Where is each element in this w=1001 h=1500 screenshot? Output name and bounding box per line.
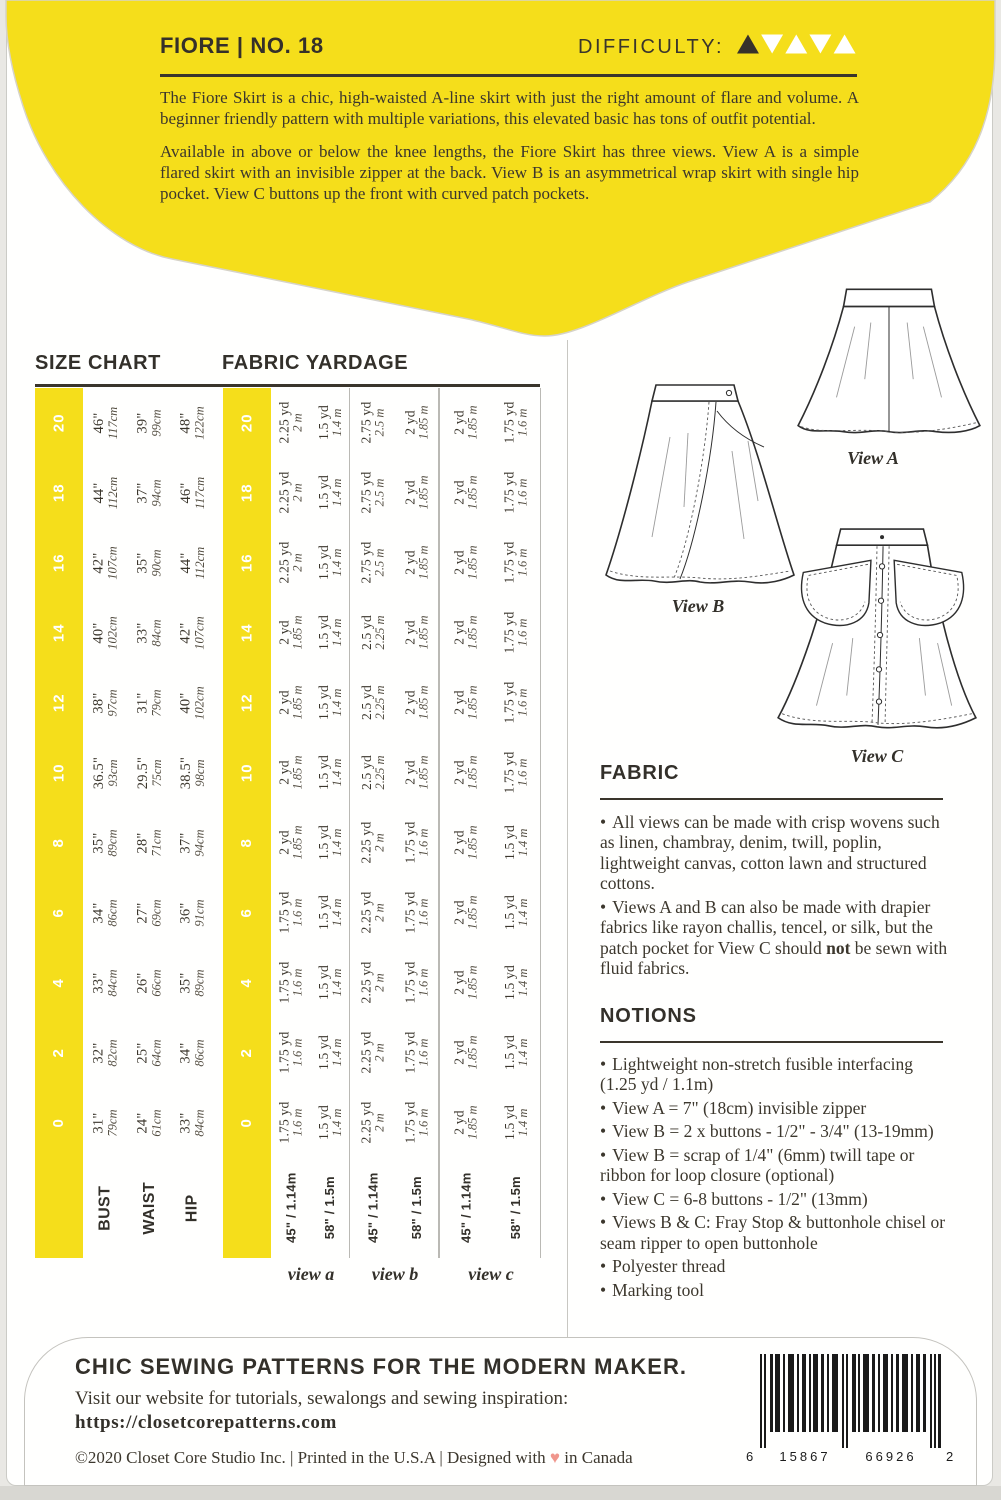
size-chart-title: SIZE CHART [35, 352, 161, 374]
chart-cell: 32" 82cm [90, 1039, 121, 1067]
chart-cell: 48" 122cm [177, 406, 208, 440]
chart-cell: 1.5 yd 1.4 m [315, 615, 344, 651]
chart-cell: 0 [238, 1118, 256, 1128]
barcode [748, 1354, 956, 1464]
chart-cell: 39" 99cm [134, 409, 165, 437]
yardage-group-view-a [271, 388, 349, 1258]
chart-cell: 1.75 yd 1.6 m [402, 1032, 431, 1074]
chart-cell: 33" 84cm [177, 1109, 208, 1137]
barcode-digit: 2 [946, 1449, 954, 1464]
difficulty-label: DIFFICULTY: [578, 36, 725, 58]
footer-visit-line: Visit our website for tutorials, sewalongs and sewing inspiration: [75, 1388, 569, 1409]
intro-text [160, 87, 859, 215]
fabric-bullet: • All views can be made with crisp wovens such as linen, chambray, denim, twill, poplin, lightweight canvas, cotton lawn and structured cottons. [600, 812, 940, 894]
notions-bullet: • Views B & C: Fray Stop & buttonhole chisel or seam ripper to open buttonhole [600, 1212, 946, 1253]
size-column-yardage [223, 388, 271, 1258]
chart-cell: 1.75 yd 1.6 m [501, 612, 530, 654]
chart-cell: 1.5 yd 1.4 m [315, 965, 344, 1001]
chart-label-cell: WAIST [140, 1181, 158, 1235]
chart-cell: 2 yd 1.85 m [276, 685, 305, 721]
chart-cell: 26" 66cm [134, 969, 165, 997]
chart-cell: 25" 64cm [134, 1039, 165, 1067]
chart-cell: 2 yd 1.85 m [451, 895, 480, 931]
chart-label-cell: 45" / 1.14m [283, 1172, 299, 1244]
chart-cell: 1.5 yd 1.4 m [501, 1035, 530, 1071]
difficulty-icons [737, 31, 857, 57]
view-b-caption: view b [371, 1264, 419, 1284]
view-a-58-column [311, 388, 349, 1258]
chart-cell: 4 [238, 978, 256, 988]
notions-bullet: • View C = 6-8 buttons - 1/2" (13mm) [600, 1188, 868, 1209]
chart-cell: 2.75 yd 2.5 m [358, 542, 387, 584]
intro-paragraph-1: The Fiore Skirt is a chic, high-waisted A-line skirt with just the right amount of flare and volume. A beginner friendly pattern with multiple variations, this elevated basic has tons of outfit potential. [160, 88, 859, 129]
chart-cell: 46" 117cm [177, 476, 208, 510]
chart-cell: 2.25 yd 2 m [358, 1032, 387, 1074]
chart-cell: 8 [238, 838, 256, 848]
chart-cell: 10 [238, 763, 256, 783]
chart-cell: 34" 86cm [177, 1039, 208, 1067]
chart-cell: 1.75 yd 1.6 m [276, 1032, 305, 1074]
chart-cell: 33" 84cm [90, 969, 121, 997]
chart-cell: 2 yd 1.85 m [451, 615, 480, 651]
chart-cell: 1.75 yd 1.6 m [402, 962, 431, 1004]
chart-cell: 18 [50, 483, 68, 503]
waist-column [129, 388, 171, 1258]
chart-cell: 38.5" 98cm [177, 756, 208, 790]
chart-cell: 2 yd 1.85 m [402, 405, 431, 441]
chart-cell: 20 [50, 413, 68, 433]
chart-cell: 2 yd 1.85 m [451, 1035, 480, 1071]
difficulty-triangle-icon [785, 34, 807, 53]
chart-cell: 2.25 yd 2 m [276, 402, 305, 444]
chart-cell: 46" 117cm [90, 406, 121, 440]
chart-cell: 31" 79cm [134, 689, 165, 717]
hip-column [171, 388, 215, 1258]
chart-cell: 31" 79cm [90, 1109, 121, 1137]
chart-cell: 1.75 yd 1.6 m [276, 962, 305, 1004]
notions-section-title: NOTIONS [600, 1005, 697, 1027]
chart-cell: 28" 71cm [134, 829, 165, 857]
barcode-digit: 15867 [779, 1449, 831, 1464]
chart-label-cell [223, 1158, 271, 1258]
chart-cell: 8 [50, 838, 68, 848]
footer-url: https://closetcorepatterns.com [75, 1412, 337, 1433]
chart-label-cell: 45" / 1.14m [365, 1172, 381, 1244]
chart-cell: 2 yd 1.85 m [451, 475, 480, 511]
chart-cell: 24" 61cm [134, 1109, 165, 1137]
chart-cell: 1.75 yd 1.6 m [501, 472, 530, 514]
chart-cell: 2 yd 1.85 m [451, 1105, 480, 1141]
chart-cell: 12 [50, 693, 68, 713]
chart-cell: 2 yd 1.85 m [451, 545, 480, 581]
chart-cell: 40" 102cm [177, 686, 208, 720]
pattern-title: FIORE | NO. 18 [160, 33, 324, 58]
envelope-bottom-edge [0, 1486, 1001, 1500]
chart-cell: 37" 94cm [134, 479, 165, 507]
chart-cell: 10 [50, 763, 68, 783]
barcode-digit: 6 [746, 1449, 754, 1464]
chart-cell: 2 yd 1.85 m [276, 615, 305, 651]
chart-cell: 44" 112cm [90, 476, 121, 510]
notions-rule [600, 1041, 943, 1043]
fabric-rule [600, 798, 943, 800]
view-b-label: View B [671, 596, 725, 616]
chart-cell: 2.25 yd 2 m [358, 822, 387, 864]
chart-cell: 1.75 yd 1.6 m [501, 752, 530, 794]
chart-cell: 34" 86cm [90, 899, 121, 927]
chart-cell: 1.75 yd 1.6 m [501, 542, 530, 584]
chart-cell: 35" 90cm [134, 549, 165, 577]
chart-cell: 42" 107cm [90, 546, 121, 580]
chart-cell: 4 [50, 978, 68, 988]
chart-cell: 2 yd 1.85 m [451, 755, 480, 791]
chart-cell: 1.75 yd 1.6 m [501, 682, 530, 724]
chart-cell: 2 yd 1.85 m [276, 755, 305, 791]
chart-cell: 2.25 yd 2 m [276, 472, 305, 514]
chart-cell: 27" 69cm [134, 899, 165, 927]
chart-cell: 29.5" 75cm [134, 756, 165, 790]
chart-cell: 2 yd 1.85 m [402, 755, 431, 791]
fabric-section-title: FABRIC [600, 762, 680, 784]
size-column-chart [35, 388, 83, 1258]
chart-cell: 12 [238, 693, 256, 713]
chart-cell: 14 [238, 623, 256, 643]
chart-label-cell: 58" / 1.5m [322, 1176, 338, 1240]
chart-cell: 35" 89cm [177, 969, 208, 997]
chart-cell: 20 [238, 413, 256, 433]
chart-cell: 2 yd 1.85 m [451, 405, 480, 441]
chart-cell: 2 yd 1.85 m [402, 545, 431, 581]
chart-cell: 1.5 yd 1.4 m [315, 405, 344, 441]
chart-cell: 2 yd 1.85 m [402, 615, 431, 651]
bust-column [83, 388, 129, 1258]
chart-cell: 2 yd 1.85 m [451, 825, 480, 861]
footer-headline: CHIC SEWING PATTERNS FOR THE MODERN MAKER. [75, 1354, 687, 1379]
chart-cell: 2.5 yd 2.25 m [358, 755, 387, 791]
fabric-yardage-title: FABRIC YARDAGE [222, 352, 409, 374]
notions-bullet: • View B = scrap of 1/4" (6mm) twill tape or ribbon for loop closure (optional) [600, 1144, 915, 1186]
chart-label-cell: 58" / 1.5m [409, 1176, 425, 1240]
chart-cell: 2 [238, 1048, 256, 1058]
view-c-45-column [440, 388, 492, 1258]
chart-label-cell: 45" / 1.14m [458, 1172, 474, 1244]
view-a-45-column [271, 388, 311, 1258]
view-c-drawing [770, 524, 984, 744]
view-a-drawing [788, 284, 990, 444]
chart-cell: 1.5 yd 1.4 m [315, 825, 344, 861]
chart-cell: 2.25 yd 2 m [358, 962, 387, 1004]
notions-bullet-list [600, 1054, 952, 1303]
size-fabric-chart [35, 388, 541, 1258]
chart-cell: 2.25 yd 2 m [358, 1102, 387, 1144]
heart-icon: ♥ [549, 1448, 561, 1467]
chart-cell: 35" 89cm [90, 829, 121, 857]
chart-cell: 1.75 yd 1.6 m [501, 402, 530, 444]
chart-cell: 1.75 yd 1.6 m [402, 1102, 431, 1144]
chart-top-rule [35, 384, 540, 387]
chart-cell: 36.5" 93cm [90, 756, 121, 790]
chart-cell: 2.25 yd 2 m [276, 542, 305, 584]
chart-cell: 42" 107cm [177, 616, 208, 650]
view-c-58-column [492, 388, 540, 1258]
chart-cell: 1.5 yd 1.4 m [501, 1105, 530, 1141]
chart-cell: 40" 102cm [90, 616, 121, 650]
notions-bullet: • Polyester thread [600, 1256, 726, 1277]
chart-cell: 2 yd 1.85 m [402, 475, 431, 511]
fabric-bullet: • Views A and B can also be made with drapier fabrics like rayon challis, tencel, or silk, but the patch pocket for View C should not be sewn with fluid fabrics. [600, 896, 948, 979]
chart-label-cell: HIP [183, 1194, 201, 1222]
chart-cell: 6 [238, 908, 256, 918]
chart-cell: 1.5 yd 1.4 m [315, 1035, 344, 1071]
chart-cell: 2 yd 1.85 m [276, 825, 305, 861]
chart-cell: 1.75 yd 1.6 m [276, 892, 305, 934]
difficulty-triangle-filled-icon [737, 34, 759, 53]
view-c-caption: view c [468, 1264, 514, 1284]
notions-bullet: • Marking tool [600, 1279, 705, 1300]
chart-cell: 16 [50, 553, 68, 573]
barcode-bars [748, 1354, 956, 1450]
chart-cell: 36" 91cm [177, 899, 208, 927]
chart-cell: 1.5 yd 1.4 m [501, 825, 530, 861]
chart-cell: 1.5 yd 1.4 m [315, 1105, 344, 1141]
notions-bullet: • View A = 7" (18cm) invisible zipper [600, 1097, 867, 1118]
chart-cell: 2.75 yd 2.5 m [358, 402, 387, 444]
chart-cell: 6 [50, 908, 68, 918]
chart-cell: 2 yd 1.85 m [451, 685, 480, 721]
chart-label-cell [35, 1158, 83, 1258]
chart-cell: 2.5 yd 2.25 m [358, 685, 387, 721]
intro-paragraph-2: Available in above or below the knee lengths, the Fiore Skirt has three views. View A is a simple flared skirt with an invisible zipper at the back. View B is an asymmetrical wrap skirt with single hip pocket. View C buttons up the front with curved patch pockets. [160, 141, 859, 203]
chart-cell: 38" 97cm [90, 689, 121, 717]
difficulty-triangle-icon [809, 34, 831, 53]
chart-cell: 1.5 yd 1.4 m [315, 545, 344, 581]
notions-bullet: • View B = 2 x buttons - 1/2" - 3/4" (13-19mm) [600, 1121, 934, 1142]
chart-cell: 1.5 yd 1.4 m [501, 895, 530, 931]
chart-cell: 2.75 yd 2.5 m [358, 472, 387, 514]
difficulty-triangle-icon [761, 34, 783, 53]
footer-copyright: ©2020 Closet Core Studio Inc. | Printed in the U.S.A | Designed with ♥ in Canada [75, 1448, 633, 1467]
column-divider [567, 340, 568, 1337]
view-b-58-column [396, 388, 438, 1258]
chart-cell: 0 [50, 1118, 68, 1128]
chart-label-cell: BUST [96, 1185, 114, 1231]
view-b-45-column [350, 388, 396, 1258]
chart-cell: 2 yd 1.85 m [402, 685, 431, 721]
chart-cell: 33" 84cm [134, 619, 165, 647]
view-a-label: View A [847, 448, 899, 468]
chart-cell: 1.5 yd 1.4 m [501, 965, 530, 1001]
chart-cell: 1.5 yd 1.4 m [315, 895, 344, 931]
view-a-caption: view a [287, 1264, 335, 1284]
header-rule [160, 74, 857, 77]
chart-label-cell: 58" / 1.5m [508, 1176, 524, 1240]
barcode-digit: 66926 [865, 1449, 917, 1464]
yardage-group-view-b [349, 388, 439, 1258]
chart-cell: 14 [50, 623, 68, 643]
chart-cell: 1.5 yd 1.4 m [315, 685, 344, 721]
chart-cell: 18 [238, 483, 256, 503]
chart-cell: 1.75 yd 1.6 m [402, 892, 431, 934]
chart-cell: 2 yd 1.85 m [451, 965, 480, 1001]
chart-cell: 16 [238, 553, 256, 573]
yardage-group-view-c [439, 388, 541, 1258]
view-c-label: View C [850, 746, 904, 766]
chart-cell: 1.5 yd 1.4 m [315, 755, 344, 791]
chart-cell: 2.5 yd 2.25 m [358, 615, 387, 651]
chart-cell: 1.75 yd 1.6 m [402, 822, 431, 864]
chart-cell: 1.75 yd 1.6 m [276, 1102, 305, 1144]
chart-cell: 2 [50, 1048, 68, 1058]
difficulty-triangle-icon [834, 34, 856, 53]
chart-cell: 37" 94cm [177, 829, 208, 857]
fabric-bullet-list [600, 812, 952, 982]
chart-cell: 1.5 yd 1.4 m [315, 475, 344, 511]
notions-bullet: • Lightweight non-stretch fusible interfacing (1.25 yd / 1.1m) [600, 1054, 913, 1095]
chart-cell: 2.25 yd 2 m [358, 892, 387, 934]
chart-cell: 44" 112cm [177, 546, 208, 580]
